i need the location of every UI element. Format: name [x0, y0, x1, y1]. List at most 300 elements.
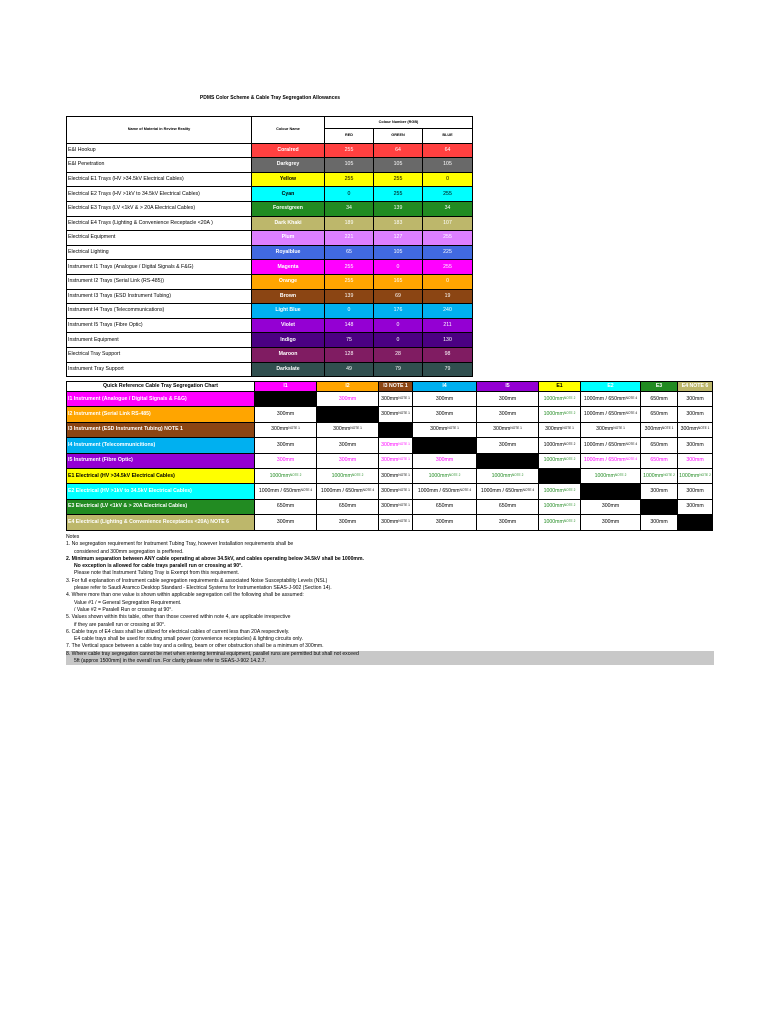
note-ref: NOTE 1 [398, 410, 410, 415]
segregation-value: 650mm [650, 410, 668, 417]
rgb-g-value: 139 [374, 201, 423, 216]
note-ref: NOTE 4 [625, 395, 638, 400]
segregation-value: 1000mm / 650mm [320, 487, 363, 494]
segregation-cell [317, 422, 379, 437]
segregation-value: 650mm [276, 503, 295, 510]
segregation-cell [477, 422, 539, 437]
segregation-cell [641, 392, 678, 407]
material-name-header: Name of Material in Review Reality [67, 117, 252, 144]
rgb-b-value: 98 [423, 347, 473, 362]
segregation-cell [413, 407, 477, 422]
segregation-value: 1000mm [543, 503, 564, 510]
colour-name-header: Colour Name [252, 117, 325, 144]
rgb-r-value: 65 [325, 245, 374, 260]
note-ref: NOTE 2 [614, 472, 627, 477]
segregation-value: 300mm [680, 426, 698, 433]
segregation-cell [641, 499, 678, 514]
segregation-value: 1000mm / 650mm [258, 487, 301, 494]
note-ref: NOTE 4 [300, 487, 313, 492]
segregation-value: 300mm [686, 457, 704, 464]
note-ref: NOTE 4 [625, 457, 638, 462]
colour-name: Violet [252, 318, 325, 333]
segregation-value: 300mm [338, 457, 357, 464]
rgb-b-value: 255 [423, 260, 473, 275]
segregation-cell [317, 468, 379, 483]
segregation-cell [678, 484, 713, 499]
segregation-cell [379, 453, 413, 468]
rgb-r-value: 255 [325, 260, 374, 275]
note-ref: NOTE 2 [351, 472, 364, 477]
rgb-r-value: 34 [325, 201, 374, 216]
colour-scheme-table [66, 116, 472, 377]
row-label: I4 Instrument (Telecommunicitions) [67, 438, 255, 453]
segregation-value: 650mm [498, 503, 517, 510]
segregation-value: 300mm [498, 410, 517, 417]
rgb-g-value: 28 [374, 347, 423, 362]
segregation-cell [678, 438, 713, 453]
segregation-cell [255, 453, 317, 468]
colour-row [67, 245, 473, 260]
segregation-cell [641, 438, 678, 453]
material-name: Electrical Lighting [67, 245, 252, 260]
segregation-value: 1000mm [543, 395, 564, 402]
colour-name: Royalblue [252, 245, 325, 260]
segregation-value: 300mm [498, 441, 517, 448]
row-label: I5 Instrument (Fibre Optic) [67, 453, 255, 468]
note-line: No exception is allowed for cable trays paralell run or crossing at 90°. [74, 563, 243, 570]
note-ref: NOTE 2 [663, 472, 675, 477]
segregation-value: 300mm [435, 518, 454, 525]
colour-row [67, 187, 473, 202]
colour-row [67, 289, 473, 304]
segregation-value: 650mm [650, 457, 668, 464]
segregation-value: 1000mm [643, 472, 664, 479]
segregation-value: 1000mm [543, 410, 564, 417]
note-ref: NOTE 1 [398, 487, 410, 492]
segregation-cell [413, 515, 477, 530]
segregation-cell [581, 468, 641, 483]
colour-row [67, 158, 473, 173]
segregation-value: 1000mm [331, 472, 352, 479]
rgb-b-value: 130 [423, 333, 473, 348]
note-ref: NOTE 2 [511, 472, 524, 477]
colour-name: Darkgrey [252, 158, 325, 173]
rgb-g-value: 69 [374, 289, 423, 304]
colour-row [67, 347, 473, 362]
rgb-b-value: 225 [423, 245, 473, 260]
rgb-b-value: 64 [423, 143, 473, 158]
note-ref: NOTE 1 [447, 426, 459, 431]
segregation-value: 300mm [650, 487, 668, 494]
segregation-value: 300mm [276, 441, 295, 448]
segregation-cell [581, 407, 641, 422]
note-ref: NOTE 2 [563, 487, 576, 492]
note-ref: NOTE 1 [288, 426, 300, 431]
column-header: I2 [317, 382, 379, 392]
rgb-r-value: 148 [325, 318, 374, 333]
rgb-g-value: 127 [374, 231, 423, 246]
segregation-cell [539, 422, 581, 437]
segregation-value: 300mm [333, 426, 351, 433]
segregation-chart [66, 381, 712, 531]
note-ref: NOTE 1 [350, 426, 362, 431]
segregation-value: 1000mm [491, 472, 512, 479]
segregation-cell [581, 499, 641, 514]
segregation-cell [255, 407, 317, 422]
segregation-value: 1000mm [679, 472, 700, 479]
rgb-b-value: 255 [423, 187, 473, 202]
segregation-cell [317, 499, 379, 514]
note-ref: NOTE 2 [563, 410, 576, 415]
colour-row [67, 172, 473, 187]
column-header: E4 NOTE 6 [678, 382, 713, 392]
row-label: E4 Electrical (Lighting & Convenience Receptacles <20A) NOTE 6 [67, 515, 255, 530]
rgb-b-value: 211 [423, 318, 473, 333]
red-header: RED [325, 129, 374, 144]
segregation-value: 1000mm / 650mm [480, 487, 523, 494]
rgb-b-value: 0 [423, 172, 473, 187]
segregation-cell [678, 392, 713, 407]
material-name: Instrument Tray Support [67, 362, 252, 377]
rgb-b-value: 255 [423, 231, 473, 246]
segregation-cell [477, 484, 539, 499]
note-line: 5. Values shown within this table, other than those covered within note 4, are applicable irrespective [66, 614, 291, 621]
material-name: Electrical E2 Trays (HV >1kV to 34.5kV Electrical Cables) [67, 187, 252, 202]
segregation-value: 300mm [596, 426, 614, 433]
segregation-cell [678, 515, 713, 530]
note-ref: NOTE 1 [398, 395, 410, 400]
segregation-cell [379, 438, 413, 453]
column-header: E1 [539, 382, 581, 392]
material-name: Instrument I4 Trays (Telecommunications) [67, 304, 252, 319]
segregation-value: 300mm [381, 487, 399, 494]
rgb-g-value: 79 [374, 362, 423, 377]
segregation-row [67, 392, 713, 407]
material-name: E&I Penetration [67, 158, 252, 173]
segregation-row [67, 407, 713, 422]
segregation-cell [641, 422, 678, 437]
segregation-value: 1000mm / 650mm [583, 457, 626, 464]
segregation-value: 300mm [545, 426, 563, 433]
segregation-value: 300mm [276, 518, 295, 525]
segregation-row [67, 499, 713, 514]
note-line: please refer to Saudi Aramco Desktop Standard - Electrical Systems for Instrumentation SEAS-J-902 (Section 14). [74, 585, 332, 592]
segregation-value: 300mm [435, 395, 454, 402]
segregation-cell [539, 392, 581, 407]
note-ref: NOTE 4 [459, 487, 472, 492]
segregation-cell [581, 392, 641, 407]
rgb-b-value: 107 [423, 216, 473, 231]
rgb-r-value: 75 [325, 333, 374, 348]
segregation-value: 1000mm [428, 472, 449, 479]
colour-row [67, 318, 473, 333]
segregation-value: 300mm [644, 426, 662, 433]
segregation-value: 300mm [338, 395, 357, 402]
segregation-cell [678, 422, 713, 437]
segregation-cell [477, 468, 539, 483]
segregation-value: 300mm [601, 518, 620, 525]
rgb-b-value: 240 [423, 304, 473, 319]
note-line: 3. For full explanation of Instrument cable segregation requirements & associated Noise Susceptability Levels (NSL) [66, 577, 328, 584]
segregation-value: 1000mm [269, 472, 290, 479]
segregation-cell [477, 453, 539, 468]
rgb-g-value: 183 [374, 216, 423, 231]
segregation-cell [255, 484, 317, 499]
rgb-g-value: 0 [374, 260, 423, 275]
segregation-value: 300mm [686, 487, 704, 494]
segregation-cell [539, 468, 581, 483]
rgb-b-value: 0 [423, 274, 473, 289]
note-ref: NOTE 1 [697, 426, 710, 431]
colour-name: Dark Khaki [252, 216, 325, 231]
note-line: 2. Minimum separation between ANY cable operating at above 34.5kV, and cables operating below 34.5kV shall be 1000mm. [66, 555, 364, 562]
segregation-value: 650mm [650, 395, 668, 402]
rgb-r-value: 105 [325, 158, 374, 173]
row-label: E3 Electrical (LV <1kV & > 20A Electrical Cables) [67, 499, 255, 514]
segregation-cell [379, 468, 413, 483]
segregation-cell [413, 484, 477, 499]
colour-row [67, 231, 473, 246]
page-title: PDMS Color Scheme & Cable Tray Segregation Allowances [199, 95, 341, 101]
segregation-value: 300mm [381, 472, 399, 479]
rgb-r-value: 0 [325, 187, 374, 202]
segregation-cell [581, 515, 641, 530]
segregation-cell [317, 392, 379, 407]
colour-name: Yellow [252, 172, 325, 187]
segregation-row [67, 468, 713, 483]
rgb-g-value: 165 [374, 274, 423, 289]
note-ref: NOTE 2 [563, 457, 576, 462]
segregation-value: 300mm [498, 395, 517, 402]
note-line: 1. No segregation requirement for Instrument Tubing Tray, however Installation requirements shall be [66, 541, 294, 548]
note-ref: NOTE 4 [362, 487, 375, 492]
segregation-value: 300mm [338, 518, 357, 525]
segregation-value: 1000mm [543, 487, 564, 494]
segregation-cell [678, 499, 713, 514]
segregation-value: 1000mm / 650mm [583, 395, 626, 402]
rgb-b-value: 105 [423, 158, 473, 173]
rgb-r-value: 255 [325, 172, 374, 187]
note-ref: NOTE 1 [398, 441, 410, 446]
note-ref: NOTE 1 [398, 457, 410, 462]
segregation-cell [317, 438, 379, 453]
rgb-r-value: 49 [325, 362, 374, 377]
segregation-cell [413, 438, 477, 453]
segregation-cell [255, 499, 317, 514]
segregation-cell [477, 499, 539, 514]
segregation-value: 1000mm [543, 518, 564, 525]
notes-section [66, 534, 714, 665]
rgb-r-value: 255 [325, 143, 374, 158]
note-ref: NOTE 1 [562, 426, 574, 431]
note-ref: NOTE 2 [563, 441, 576, 446]
segregation-value: 1000mm [543, 441, 564, 448]
segregation-cell [413, 392, 477, 407]
rgb-b-value: 34 [423, 201, 473, 216]
segregation-value: 300mm [338, 441, 357, 448]
segregation-value: 300mm [381, 410, 399, 417]
segregation-value: 300mm [381, 457, 399, 464]
note-line: 6. Cable trays of E4 class shall be utilized for electrical cables of current less than 20A respectively. [66, 628, 290, 635]
note-ref: NOTE 2 [563, 503, 576, 508]
rgb-r-value: 189 [325, 216, 374, 231]
segregation-cell [477, 407, 539, 422]
note-ref: NOTE 2 [563, 518, 576, 523]
rgb-r-value: 128 [325, 347, 374, 362]
rgb-r-value: 139 [325, 289, 374, 304]
colour-name: Light Blue [252, 304, 325, 319]
note-ref: NOTE 2 [289, 472, 302, 477]
segregation-value: 1000mm / 650mm [583, 441, 626, 448]
segregation-cell [255, 438, 317, 453]
segregation-chart-title: Quick Reference Cable Tray Segregation Chart [67, 382, 255, 392]
segregation-cell [317, 407, 379, 422]
segregation-value: 300mm [498, 518, 517, 525]
colour-row [67, 143, 473, 158]
segregation-cell [477, 392, 539, 407]
green-header: GREEN [374, 129, 423, 144]
segregation-row [67, 515, 713, 530]
blue-header: BLUE [423, 129, 473, 144]
material-name: Electrical E3 Trays (LV <1kV & > 20A Electrical Cables) [67, 201, 252, 216]
colour-name: Brown [252, 289, 325, 304]
segregation-cell [539, 438, 581, 453]
note-ref: NOTE 2 [448, 472, 461, 477]
segregation-cell [581, 438, 641, 453]
segregation-cell [413, 422, 477, 437]
rgb-g-value: 255 [374, 187, 423, 202]
segregation-value: 650mm [650, 441, 668, 448]
material-name: Instrument I2 Trays (Serial Link (RS-485)) [67, 274, 252, 289]
segregation-cell [641, 484, 678, 499]
segregation-cell [255, 422, 317, 437]
rgb-g-value: 255 [374, 172, 423, 187]
note-ref: NOTE 1 [398, 472, 410, 477]
segregation-row [67, 438, 713, 453]
rgb-g-value: 105 [374, 245, 423, 260]
colour-name: Magenta [252, 260, 325, 275]
segregation-cell [379, 422, 413, 437]
segregation-cell [255, 392, 317, 407]
material-name: Instrument I3 Trays (ESD Instrument Tubing) [67, 289, 252, 304]
note-line: if they are paralell run or crossing at 90°. [74, 621, 166, 628]
segregation-value: 1000mm / 650mm [583, 410, 626, 417]
rgb-g-value: 0 [374, 318, 423, 333]
row-label: I1 Instrument (Analogue / Digital Signals & F&G) [67, 392, 255, 407]
material-name: Instrument I5 Trays (Fibre Optic) [67, 318, 252, 333]
segregation-value: 300mm [435, 457, 454, 464]
column-header: I4 [413, 382, 477, 392]
segregation-value: 300mm [276, 410, 295, 417]
colour-name: Orange [252, 274, 325, 289]
segregation-value: 1000mm [594, 472, 615, 479]
colour-row [67, 362, 473, 377]
segregation-cell [581, 453, 641, 468]
colour-name: Plum [252, 231, 325, 246]
colour-row [67, 274, 473, 289]
row-label: E2 Electrical (HV >1kV to 34.5kV Electrical Cables) [67, 484, 255, 499]
rgb-g-value: 176 [374, 304, 423, 319]
colour-name: Cyan [252, 187, 325, 202]
colour-name: Coralred [252, 143, 325, 158]
segregation-cell [539, 515, 581, 530]
segregation-cell [477, 515, 539, 530]
segregation-value: 300mm [435, 410, 454, 417]
note-ref: NOTE 4 [625, 441, 638, 446]
segregation-value: 650mm [435, 503, 454, 510]
segregation-value: 300mm [271, 426, 289, 433]
segregation-cell [539, 484, 581, 499]
colour-row [67, 260, 473, 275]
segregation-cell [539, 499, 581, 514]
segregation-cell [413, 499, 477, 514]
segregation-cell [581, 422, 641, 437]
segregation-cell [678, 407, 713, 422]
segregation-cell [477, 438, 539, 453]
note-ref: NOTE 1 [510, 426, 522, 431]
material-name: Electrical Equipment [67, 231, 252, 246]
note-ref: NOTE 1 [398, 503, 410, 508]
note-line: 5ft (approx 1500mm) in the overall run. For clarity please refer to SEAS-J-902 14.2.7. [66, 658, 714, 665]
note-line: Value #1 / = General Segregation Requirement. [74, 599, 182, 606]
segregation-cell [379, 515, 413, 530]
material-name: Electrical E4 Trays (Lighting & Convenience Receptacle <20A ) [67, 216, 252, 231]
segregation-cell [641, 515, 678, 530]
note-line: Notes [66, 534, 80, 540]
note-line: 8. Where cable tray segregation cannot be met when entering terminal equipment, parallel runs are permitted but shall not exceed [66, 651, 714, 658]
segregation-value: 1000mm / 650mm [417, 487, 460, 494]
segregation-value: 300mm [493, 426, 511, 433]
segregation-value: 300mm [686, 395, 704, 402]
segregation-cell [379, 407, 413, 422]
colour-name: Darkslate [252, 362, 325, 377]
segregation-cell [641, 407, 678, 422]
colour-name: Indigo [252, 333, 325, 348]
segregation-cell [255, 515, 317, 530]
segregation-value: 300mm [686, 410, 704, 417]
segregation-cell [317, 453, 379, 468]
segregation-cell [678, 468, 713, 483]
segregation-row [67, 484, 713, 499]
colour-name: Maroon [252, 347, 325, 362]
column-header: E2 [581, 382, 641, 392]
rgb-b-value: 79 [423, 362, 473, 377]
note-line: E4 cable trays shall be used for routing small power (convenience receptacles) & lighting circuits only. [74, 636, 303, 643]
rgb-r-value: 221 [325, 231, 374, 246]
segregation-value: 300mm [686, 441, 704, 448]
segregation-value: 300mm [381, 518, 399, 525]
colour-row [67, 304, 473, 319]
row-label: I3 Instrument (ESD Instrument Tubing) NOTE 1 [67, 422, 255, 437]
rgb-r-value: 0 [325, 304, 374, 319]
segregation-cell [581, 484, 641, 499]
note-ref: NOTE 1 [613, 426, 625, 431]
segregation-value: 300mm [276, 457, 295, 464]
segregation-cell [379, 392, 413, 407]
segregation-cell [539, 453, 581, 468]
segregation-cell [413, 468, 477, 483]
segregation-value: 300mm [381, 395, 399, 402]
material-name: E&I Hookup [67, 143, 252, 158]
colour-number-header: Colour Number (RGB) [325, 117, 473, 129]
column-header: I5 [477, 382, 539, 392]
segregation-cell [255, 468, 317, 483]
segregation-value: 300mm [601, 503, 620, 510]
rgb-r-value: 255 [325, 274, 374, 289]
segregation-row [67, 453, 713, 468]
note-ref: NOTE 2 [699, 472, 711, 477]
rgb-g-value: 0 [374, 333, 423, 348]
